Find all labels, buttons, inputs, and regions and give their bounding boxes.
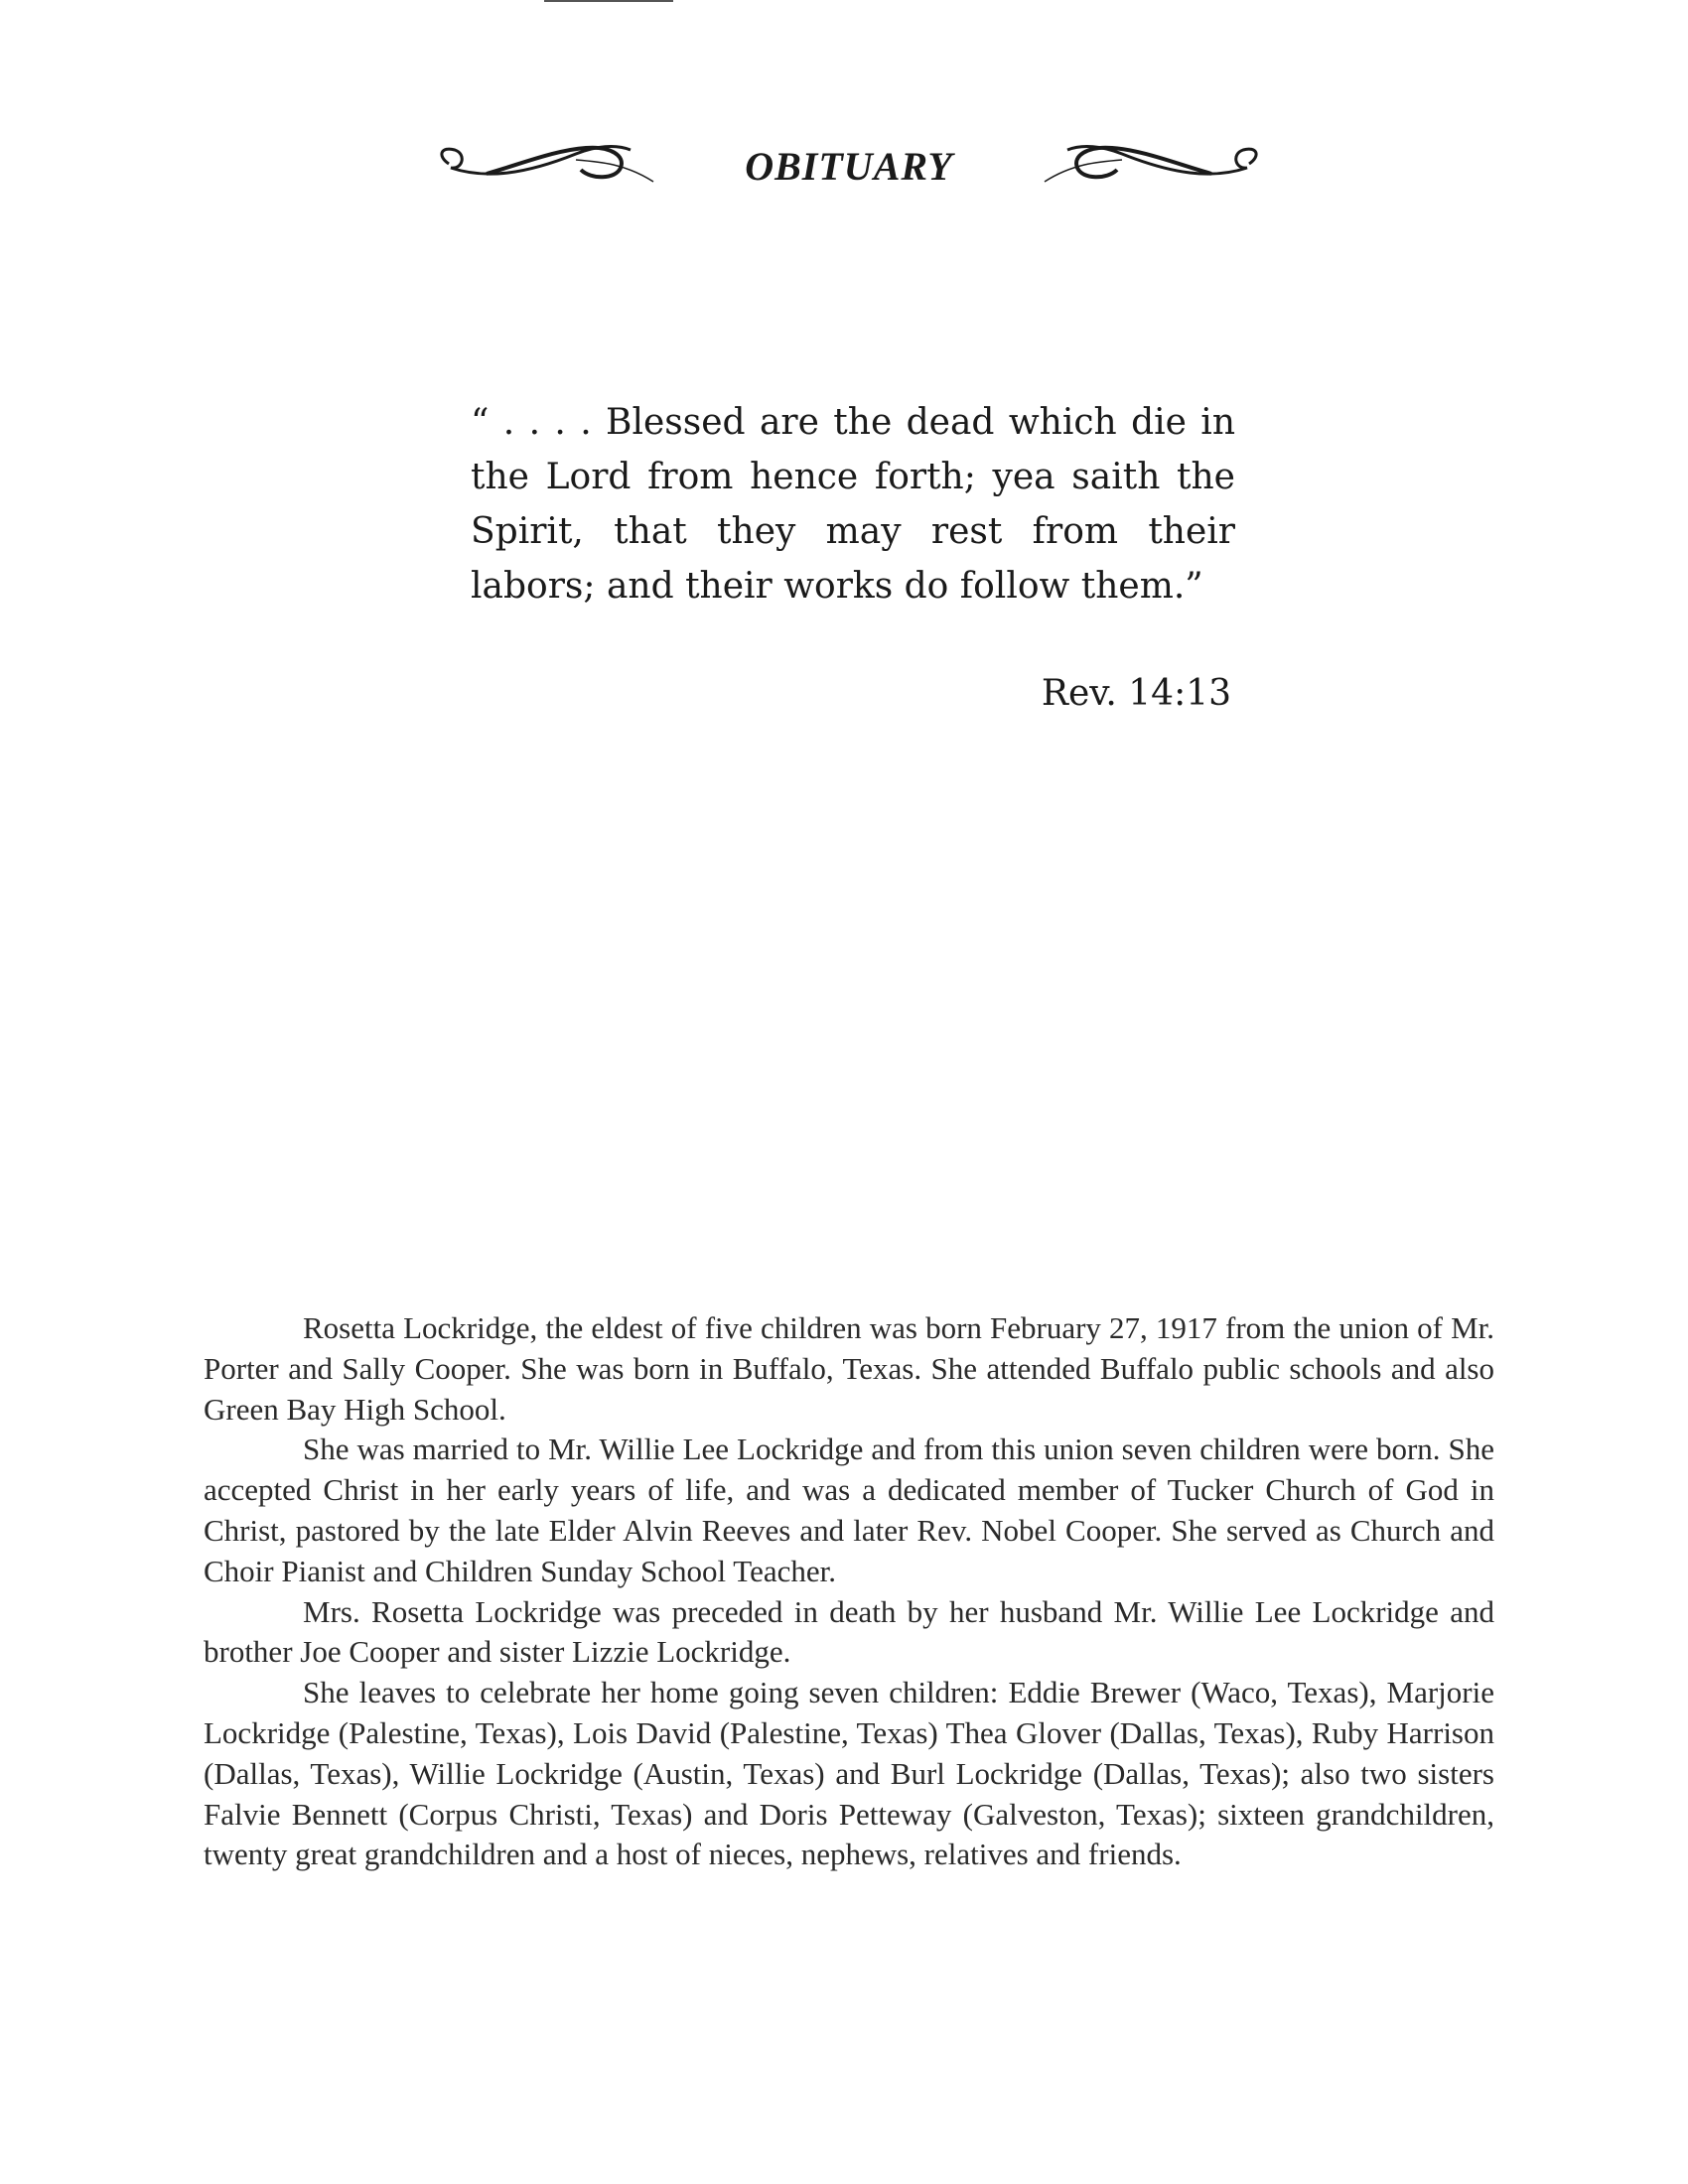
- flourish-left-icon: [427, 134, 655, 194]
- paragraph-birth: Rosetta Lockridge, the eldest of five children was born February 27, 1917 from the union of Mr. Porter and Sally Cooper. She was born in Buffalo, Texas. She attended Buffalo public schools and also Green Bay High School.: [204, 1310, 1494, 1427]
- paragraph-marriage-faith: She was married to Mr. Willie Lee Lockridge and from this union seven children were born. She accepted Christ in her early years of life, and was a dedicated member of Tucker Church of God in Christ, pastored by the late Elder Alvin Reeves and later Rev. Nobel Cooper. She served as Church and Choir Pianist and Children Sunday School Teacher.: [204, 1432, 1494, 1588]
- scripture-quote: “ . . . . Blessed are the dead which die in the Lord from hence forth; yea saith the Spirit, that they may rest from their labors; and their works do follow them.”: [471, 402, 1235, 607]
- top-rule: [544, 0, 673, 2]
- obituary-header: [427, 129, 1271, 208]
- flourish-right-icon: [1043, 134, 1271, 194]
- scripture-citation: Rev. 14:13: [1041, 673, 1231, 714]
- obituary-body: [204, 1308, 1494, 1875]
- page-title: OBITUARY: [745, 144, 953, 189]
- paragraph-survivors: She leaves to celebrate her home going seven children: Eddie Brewer (Waco, Texas), Marjorie Lockridge (Palestine, Texas), Lois David (Palestine, Texas) Thea Glover (Dallas, Texas), Ruby Harrison (Dallas, Texas), Willie Lockridge (Austin, Texas) and Burl Lockridge (Dallas, Texas); also two sisters Falvie Bennett (Corpus Christi, Texas) and Doris Petteway (Galveston, Texas); sixteen grandchildren, twenty great grandchildren and a host of nieces, nephews, relatives and friends.: [204, 1675, 1494, 1872]
- paragraph-preceded: Mrs. Rosetta Lockridge was preceded in death by her husband Mr. Willie Lee Lockridge and brother Joe Cooper and sister Lizzie Lockridge.: [204, 1593, 1494, 1670]
